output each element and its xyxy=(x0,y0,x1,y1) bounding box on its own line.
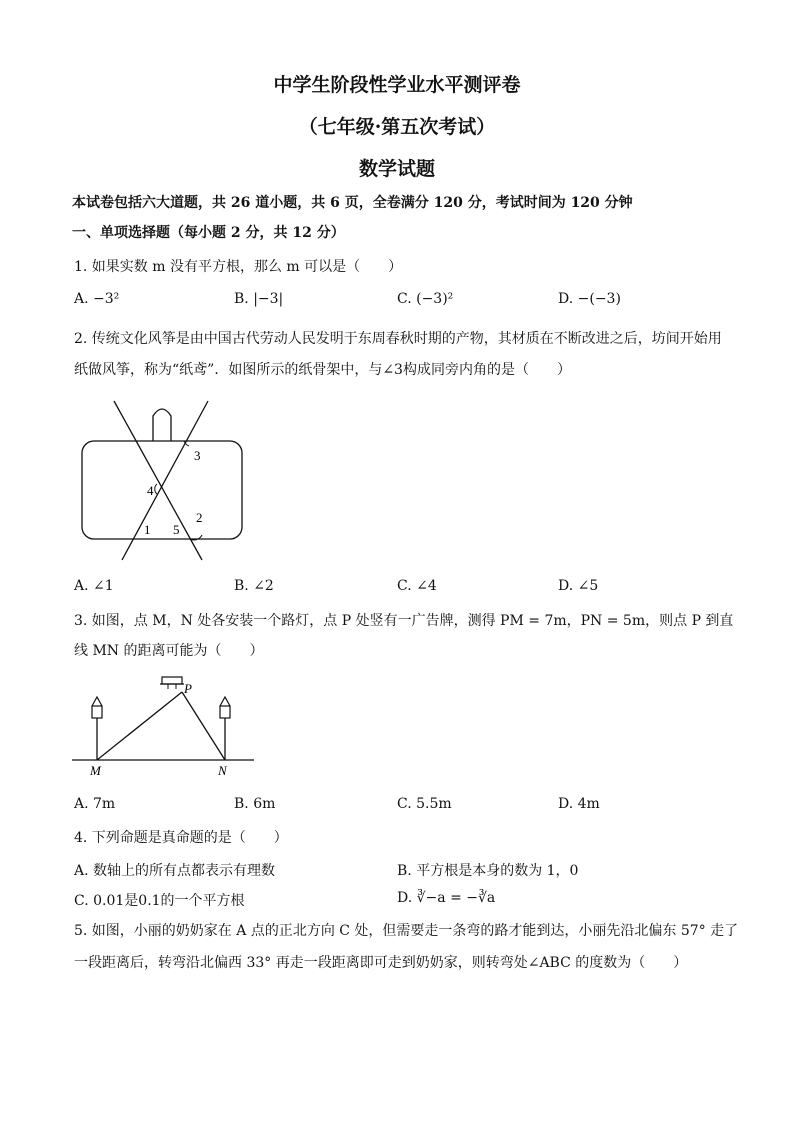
kite-handle xyxy=(153,409,171,441)
label-m: M xyxy=(90,763,101,778)
q5-stem-line1: 5. 如图，小丽的奶奶家在 A 点的正北方向 C 处，但需要走一条弯的路才能到达，小丽先沿北偏东 57° 走了 xyxy=(74,923,739,939)
q1-option-b: B. |−3| xyxy=(234,291,284,307)
label-angle-4: 4 xyxy=(147,483,154,498)
q4-option-b: B. 平方根是本身的数为 1，0 xyxy=(397,863,579,879)
q1-option-c: C. (−3)² xyxy=(397,291,454,307)
q2-option-d: D. ∠5 xyxy=(558,578,599,594)
q4-option-a: A. 数轴上的所有点都表示有理数 xyxy=(74,863,276,879)
lamp-head-n xyxy=(220,706,230,718)
subject-title: 数学试题 xyxy=(358,158,435,180)
kite-frame-figure xyxy=(72,398,252,568)
q3-option-c: C. 5.5m xyxy=(397,796,452,812)
billboard-panel xyxy=(162,677,182,684)
exam-intro: 本试卷包括六大道题，共 26 道小题，共 6 页，全卷满分 120 分，考试时间为 120 分钟 xyxy=(72,195,633,211)
kite-frame xyxy=(82,441,242,539)
streetlight-figure xyxy=(70,668,260,780)
label-angle-5: 5 xyxy=(173,522,180,537)
lamp-head-m xyxy=(92,706,102,718)
exam-title: 中学生阶段性学业水平测评卷 xyxy=(273,74,521,96)
q3-option-b: B. 6m xyxy=(234,796,276,812)
q4-option-d: D. ∛−a = −∛a xyxy=(397,890,496,906)
segment-pm xyxy=(97,692,182,760)
diagonal-line-right xyxy=(122,401,208,560)
q2-option-c: C. ∠4 xyxy=(397,578,437,594)
angle-4-arc xyxy=(155,484,157,494)
label-angle-1: 1 xyxy=(144,522,151,537)
section-heading: 一、单项选择题（每小题 2 分，共 12 分） xyxy=(72,225,345,241)
label-angle-2: 2 xyxy=(196,510,203,525)
q3-stem-line1: 3. 如图，点 M，N 处各安装一个路灯，点 P 处竖有一广告牌，测得 PM = 7m，PN = 5m，则点 P 到直 xyxy=(74,613,734,629)
exam-subtitle: （七年级·第五次考试） xyxy=(298,116,496,138)
q2-stem-line1: 2. 传统文化风筝是由中国古代劳动人民发明于东周春秋时期的产物，其材质在不断改进之后，坊间开始用 xyxy=(74,331,722,347)
q1-option-d: D. −(−3) xyxy=(558,291,621,307)
lamp-top-n xyxy=(220,697,230,706)
q4-stem: 4. 下列命题是真命题的是（ ） xyxy=(74,830,288,846)
q3-stem-line2: 线 MN 的距离可能为（ ） xyxy=(74,643,264,659)
q2-option-b: B. ∠2 xyxy=(234,578,274,594)
q4-option-c: C. 0.01是0.1的一个平方根 xyxy=(74,893,245,909)
q2-option-a: A. ∠1 xyxy=(74,578,114,594)
q1-option-a: A. −3² xyxy=(74,291,120,307)
label-n: N xyxy=(218,763,227,778)
segment-pn xyxy=(182,692,225,760)
diagonal-line-left xyxy=(114,401,202,560)
lamp-top-m xyxy=(92,697,102,706)
label-angle-3: 3 xyxy=(194,448,201,463)
q3-option-d: D. 4m xyxy=(558,796,600,812)
q1-stem: 1. 如果实数 m 没有平方根，那么 m 可以是（ ） xyxy=(74,259,403,275)
label-p: P xyxy=(184,681,192,696)
q3-option-a: A. 7m xyxy=(74,796,116,812)
q2-stem-line2: 纸做风筝，称为“纸鸢”．如图所示的纸骨架中，与∠3构成同旁内角的是（ ） xyxy=(74,362,571,378)
q5-stem-line2: 一段距离后，转弯沿北偏西 33° 再走一段距离即可走到奶奶家，则转弯处∠ABC 的度数为（ ） xyxy=(74,955,688,971)
